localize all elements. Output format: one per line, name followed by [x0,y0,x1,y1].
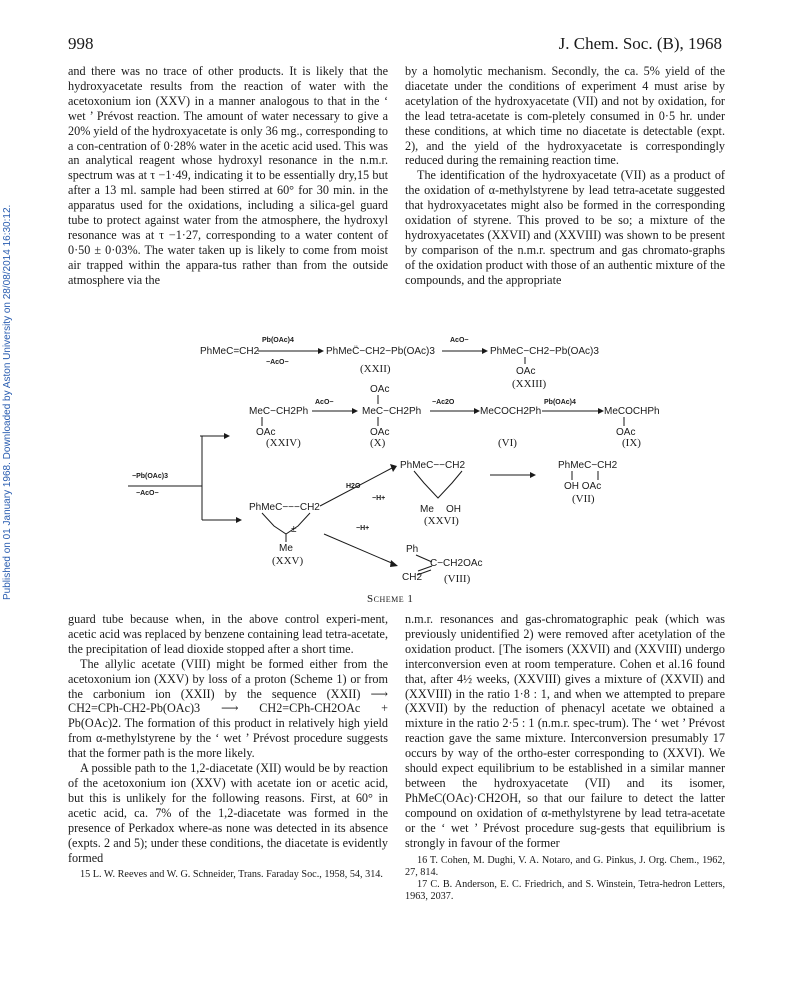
substituent: OAc [516,366,536,377]
formula-start: PhMeC=CH2 [200,346,260,357]
reagent-label: AcO− [450,337,469,344]
reagent-label: −Ac2O [432,399,455,406]
compound-label-viii: (VIII) [444,573,471,585]
reagent-label: Pb(OAc)4 [544,399,576,406]
formula-xxiv: MeC−CH2Ph [249,406,309,417]
page-number: 998 [68,34,94,53]
footnote: 15 L. W. Reeves and W. G. Schneider, Trans. Faraday Soc., 1958, 54, 314. [80,869,383,881]
journal-header: J. Chem. Soc. (B), 1968 [558,34,722,53]
compound-label-xxii: (XXII) [360,363,391,375]
reagent-label: −AcO− [136,490,159,497]
substituent: Me [279,543,293,554]
reagent-label: −H+ [356,525,370,532]
substituent: OAc [370,427,390,438]
paragraph: n.m.r. resonances and gas-chromatographic peak (which was previously unidentified 2) were removed after acetylation of the oxidation product. [The isomers (XXVII) and (XXVIII) undergo interconversion even at room temperature. Cohen et al.16 found that, after 4½ weeks, (XXVIII) gives a mixture of (XXVII) and (XXVIII) in the ratio 1·8 : 1, and when we attempted to prepare (XXVII) by the reduction of phenacyl acetate we obtained a mixture in the ratio 2·5 : 1 (n.m.r. spec-trum). The ‘ wet ’ Prévost reaction gave the same mixture. Interconversion presumably 17 occurs by way of the ortho-ester corresponding to (XXVI). We should expect equilibrium to be established in a similar manner between the hydroxyacetate (VII) and its isomer, PhMeC(OAc)·CH2OH, so that our failure to detect the latter compound on oxidation of α-methylstyrene by lead tetra-acetate or the ‘ wet ’ Prévost procedure sug-gests that equilibrium is strongly in favour of the former [405,612,725,850]
substituent: Ph [406,544,419,555]
footnote: 16 T. Cohen, M. Dughi, V. A. Notaro, and G. Pinkus, J. Org. Chem., 1962, 27, 814. [405,854,725,878]
compound-label-xxv: (XXV) [272,555,304,567]
arrow [324,534,394,564]
footnotes-right [405,855,725,904]
substituent: OAc [370,384,390,395]
compound-label-xxiii: (XXIII) [512,378,547,390]
paragraph: A possible path to the 1,2-diacetate (XII) would be by reaction of the acetoxonium ion (XXV) with acetate ion or acetic acid, but this is unlikely for the following reasons. First, at 60° in acetic acid, ca. 7% of the 1,2-diacetate was formed in the presence of Perkadox where-as none was detected in its absence (expts. 2 and 5); under these conditions, the diacetate is evidently formed [68,761,388,865]
compound-label-vii: (VII) [572,493,595,505]
scheme-caption: Scheme 1 [367,593,414,605]
substituent: Me [420,504,434,515]
formula-xxiii: PhMeC−CH2−Pb(OAc)3 [490,346,599,357]
reagent-label: H2O [346,483,361,490]
paragraph: by a homolytic mechanism. Secondly, the ca. 5% yield of the diacetate under the conditions of experiment 4 must arise by acetylation of the hydroxyacetate (VII) and not by oxidation, for the lead tetra-acetate is com-pletely consumed in 0·5 hr. under these conditions, at which time no diacetate is detectable (expt. 2), and the yield of the hydroxyacetate is correspondingly reduced during the remaining reaction time. [405,64,725,168]
formula-ix: MeCOCHPh [604,406,660,417]
compound-label-vi: (VI) [498,437,517,449]
bottom-left-column [68,612,388,882]
formula-x: MeC−CH2Ph [362,406,422,417]
compound-label-xxiv: (XXIV) [266,437,301,449]
reagent-label: −H+ [372,495,386,502]
substituent: OAc [616,427,636,438]
paragraph: guard tube because when, in the above control experi-ment, acetic acid was replaced by benzene containing lead tetra-acetate, the precipitation of lead dioxide stopped after a short time. [68,612,388,656]
formula-viii: C−CH2OAc [430,558,483,569]
dioxolanium-ring [262,513,310,534]
compound-label-x: (X) [370,437,386,449]
reagent-label: −Pb(OAc)3 [132,473,168,480]
paragraph: The identification of the hydroxyacetate (VII) as a product of the oxidation of α-methylstyrene by lead tetra-acetate suggested that hydroxyacetates might also be formed in the corresponding oxidation of styrene. This proved to be so; a mixture of the hydroxyacetates (XXVII) and (XXVIII) was shown to be present by comparison of the n.m.r. spectrum and gas chromato-graphs of the oxidation product with those of an authentic mixture of the compounds, and the appropriate [405,168,725,287]
substituent: OAc [256,427,276,438]
substituent: OH OAc [564,481,602,492]
formula-xxvi: PhMeC−−CH2 [400,460,466,471]
compound-label-ix: (IX) [622,437,641,449]
formula-xxii: PhMeC̈−CH2−Pb(OAc)3 [326,346,435,357]
formula-vi: MeCOCH2Ph [480,406,542,417]
formula-xxv: PhMeC−−−CH2 [249,502,320,513]
top-right-column [405,64,725,288]
reagent-label: −AcO− [266,359,289,366]
paragraph: and there was no trace of other products. It is likely that the hydroxyacetate results from the reaction of water with the acetoxonium ion (XXV) in a manner analogous to that in the ‘ wet ’ Prévost reaction. The amount of water necessary to give a 20% yield of the hydroxyacetate is only 36 mg., corresponding to a con-centration of 0·28% water in the acetic acid used. This was an analytical reagent whose hydroxyl resonance in the n.m.r. spectrum was at τ −1·49, indicating it to be essentially dry,15 but after a 13 ml. sample had been stirred at 60° for 30 min. in the apparatus used for the oxidations, including a silica-gel guard tube to protect against water from the atmosphere, the hydroxyl resonance was at τ −1·27, corresponding to a water content of 0·50 ± 0·03%. The water taken up is likely to come from moist air trapped within the appara-tus rather than from the outside atmosphere via the [68,64,388,287]
paragraph: The allylic acetate (VIII) might be formed either from the acetoxonium ion (XXV) by loss of a proton (Scheme 1) or from the carbonium ion (XXII) by the sequence (XXII) ⟶ CH2=CPh-CH2-Pb(OAc)3 ⟶ CH2=CPh-CH2OAc + Pb(OAc)2. The formation of this product in relatively high yield from α-methylstyrene by the ‘ wet ’ Prévost procedure suggests that the former path is the more likely. [68,656,388,761]
footnote: 17 C. B. Anderson, E. C. Friedrich, and S. Winstein, Tetra-hedron Letters, 1963, 2037. [405,878,725,903]
bottom-right-column [405,612,725,903]
reagent-label: Pb(OAc)4 [262,337,294,344]
footnotes-left [68,869,388,881]
compound-label-xxvi: (XXVI) [424,515,459,527]
substituent: CH2 [402,572,423,583]
top-left-column [68,64,388,288]
formula-vii: PhMeC−CH2 [558,460,618,471]
charge: ± [291,524,297,535]
publication-side-note[interactable]: Published on 01 January 1968. Downloaded by Aston University on 28/08/2014 16:30:12. [2,204,13,600]
substituent: OH [446,504,461,515]
scheme-1-diagram [0,320,792,610]
reagent-label: AcO− [315,399,334,406]
ortho-ester-ring [414,471,462,498]
